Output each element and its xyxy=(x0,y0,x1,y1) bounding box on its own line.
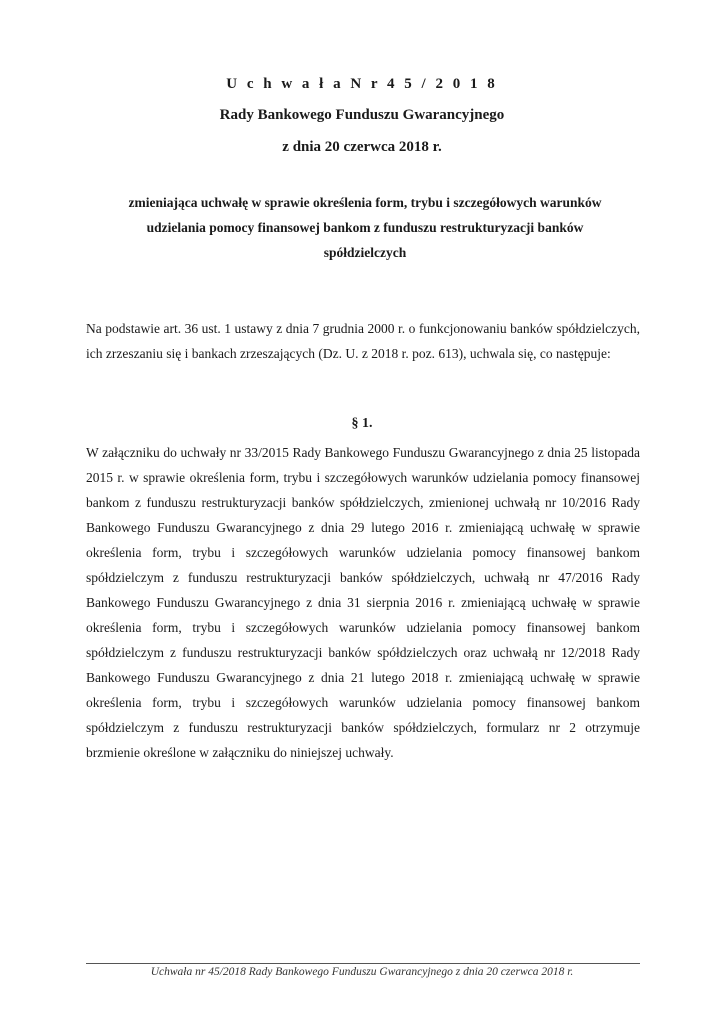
page-footer: Uchwała nr 45/2018 Rady Bankowego Funduszu Gwarancyjnego z dnia 20 czerwca 2018 r. xyxy=(150,966,574,978)
issuer-title: Rady Bankowego Funduszu Gwarancyjnego xyxy=(219,107,505,123)
legal-basis-paragraph: Na podstawie art. 36 ust. 1 ustawy z dnia 7 grudnia 2000 r. o funkcjonowaniu banków spółdzielczych, ich zrzeszaniu się i bankach zrzeszających (Dz. U. z 2018 r. poz. 613), uchwala się, co następuje: xyxy=(86,321,640,361)
section-heading: § 1. xyxy=(351,416,373,431)
resolution-number-title: U c h w a ł a N r 4 5 / 2 0 1 8 xyxy=(226,76,498,92)
resolution-subject: zmieniająca uchwałę w sprawie określenia form, trybu i szczegółowych warunków udzielania pomocy finansowej bankom z funduszu restrukturyzacji banków spółdzielczych xyxy=(128,195,602,260)
footer-divider xyxy=(86,963,640,964)
section-1-text: W załączniku do uchwały nr 33/2015 Rady Bankowego Funduszu Gwarancyjnego z dnia 25 listopada 2015 r. w sprawie określenia form, trybu i szczegółowych warunków udzielania pomocy finansowej bankom z funduszu restrukturyzacji banków spółdzielczych, zmienionej uchwałą nr 10/2016 Rady Bankowego Funduszu Gwarancyjnego z dnia 29 lutego 2016 r. zmieniającą uchwałę w sprawie określenia form, trybu i szczegółowych warunków udzielania pomocy finansowej bankom spółdzielczym z funduszu restrukturyzacji banków spółdzielczych, uchwałą nr 47/2016 Rady Bankowego Funduszu Gwarancyjnego z dnia 31 sierpnia 2016 r. zmieniającą uchwałę w sprawie określenia form, trybu i szczegółowych warunków udzielania pomocy finansowej bankom spółdzielczym z funduszu restrukturyzacji banków spółdzielczych oraz uchwałą nr 12/2018 Rady Bankowego Funduszu Gwarancyjnego z dnia 21 lutego 2018 r. zmieniającą uchwałę w sprawie określenia form, trybu i szczegółowych warunków udzielania pomocy finansowej bankom spółdzielczym z funduszu restrukturyzacji banków spółdzielczych, formularz nr 2 otrzymuje brzmienie określone w załączniku do niniejszej uchwały. xyxy=(86,445,640,760)
resolution-date: z dnia 20 czerwca 2018 r. xyxy=(282,139,442,155)
